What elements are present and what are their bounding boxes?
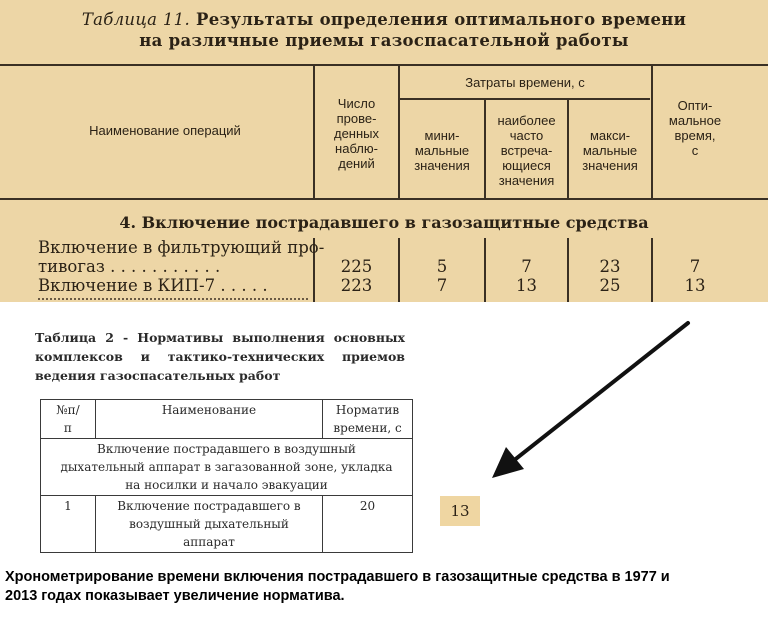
header-line: п [63,421,72,435]
table1-top-rule [0,64,768,66]
header-line: наиболее [497,113,556,128]
row1-label-line2: тивогаз . . . . . . . . . . . [38,257,221,276]
table2-title-line: Таблица 2 - Нормативы выполнения основных [35,330,405,345]
table2-title-line: ведения газоспасательных работ [35,368,281,383]
norm-table [40,399,413,553]
group-line: Включение пострадавшего в воздушный [97,442,356,456]
header-line: мини- [424,128,460,143]
header-line: прове- [336,111,377,126]
table1-title [0,10,768,29]
table1-subheader-rule [398,98,650,100]
row-num: 1 [41,496,96,553]
row2-label: Включение в КИП-7 . . . . . [38,276,268,295]
header-optimal [653,98,737,158]
table2-title-line: комплексов и тактико-технических приемов [35,349,405,364]
table-row [41,496,413,553]
header-line: мальные [582,143,638,158]
group-cell [41,439,413,496]
section-heading: 4. Включение пострадавшего в газозащитные средства [119,213,649,232]
header-line: значения [582,158,638,173]
row2-optimal: 13 [684,276,706,295]
header-max [569,128,651,173]
row2-observations: 223 [340,276,373,295]
table1-header-bottom-rule [0,198,768,200]
row-name [95,496,322,553]
row-name-line: Включение пострадавшего в [117,499,301,513]
header-observations [315,96,398,171]
row1-observations: 225 [340,257,373,276]
header-line: Число [337,96,376,111]
header-line: наблю- [335,141,378,156]
table2-title [35,328,405,385]
group-line: на носилки и начало эвакуации [125,478,328,492]
table1-title-line2: на различные приемы газоспасательной работы [139,31,629,50]
header-num [41,400,96,439]
group-line: дыхательный аппарат в загазованной зоне, укладка [60,460,393,474]
table1-title-text: Результаты определения оптимального времени [196,10,687,29]
caption-line: Хронометрирование времени включения пострадавшего в газозащитные средства в 1977 и [5,569,670,585]
caption [5,568,765,606]
row-name-line: аппарат [183,535,235,549]
header-line: значения [414,158,470,173]
header-line: макси- [589,128,631,143]
row1-label-line1: Включение в фильтрующий про- [38,238,325,257]
arrow-icon [470,315,700,490]
header-min [400,128,484,173]
table-group-row [41,439,413,496]
header-line: денных [333,126,380,141]
row1-min: 5 [436,257,448,276]
caption-line: 2013 годах показывает увеличение норматива. [5,588,345,604]
row2-max: 25 [599,276,621,295]
row-name-line: воздушный дыхательный [129,517,289,531]
header-line: времени, с [333,421,402,435]
scan-table-2013 [35,328,415,550]
header-line: мальное [668,113,722,128]
header-line: ющиеся [502,158,551,173]
scan-table-1977 [0,0,768,302]
header-operation: Наименование операций [89,123,241,138]
row1-max: 23 [599,257,621,276]
header-line: с [691,143,699,158]
row2-min: 7 [436,276,448,295]
table1-title-label: Таблица 11. [81,10,190,29]
header-line: время, [674,128,716,143]
header-time-costs: Затраты времени, с [465,75,585,90]
row-norm: 20 [323,496,413,553]
header-line: мальные [414,143,470,158]
header-line: встреча- [500,143,553,158]
header-name: Наименование [95,400,322,439]
clipped-value: 13 [440,496,480,526]
table-header-row [41,400,413,439]
row1-optimal: 7 [689,257,701,276]
row1-frequent: 7 [521,257,532,276]
header-line: значения [498,173,555,188]
header-frequent [486,113,567,188]
header-line: Норматив [335,403,400,417]
header-line: дений [338,156,375,171]
header-line: Опти- [677,98,713,113]
header-line: №п/ [56,403,80,417]
cut-off-row [38,298,308,302]
header-norm [323,400,413,439]
row2-frequent: 13 [516,276,537,295]
header-line: часто [509,128,544,143]
